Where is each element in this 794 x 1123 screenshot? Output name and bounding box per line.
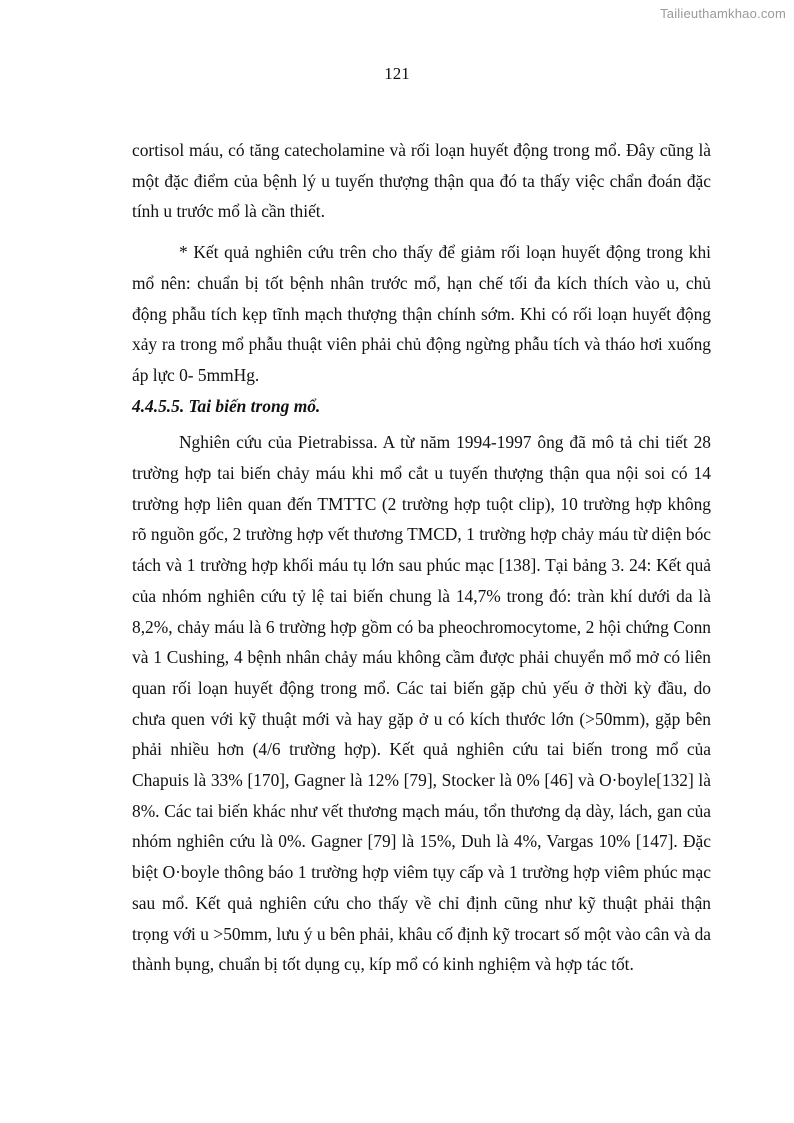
section-heading: 4.4.5.5. Tai biến trong mổ.: [132, 395, 321, 416]
paragraph-recommendation: * Kết quả nghiên cứu trên cho thấy để giảm rối loạn huyết động trong khi mổ nên: chuẩn bị tốt bệnh nhân trước mổ, hạn chế tối đa kích thích vào u, chủ động phẫu tích kẹp tĩnh mạch thượng thận chính sớm. Khi có rối loạn huyết động xảy ra trong mổ phẫu thuật viên phải chủ động ngừng phẫu tích và tháo hơi xuống áp lực 0- 5mmHg.: [132, 242, 711, 385]
watermark-text: Tailieuthamkhao.com: [660, 6, 786, 21]
paragraph-complications: Nghiên cứu của Pietrabissa. A từ năm 1994-1997 ông đã mô tả chi tiết 28 trường hợp tai biến chảy máu khi mổ cắt u tuyến thượng thận qua nội soi có 14 trường hợp liên quan đến TMTTC (2 trường hợp tuột clip), 10 trường hợp không rõ nguồn gốc, 2 trường hợp vết thương TMCD, 1 trường hợp chảy máu từ diện bóc tách và 1 trường hợp khối máu tụ lớn sau phúc mạc [138]. Tại bảng 3. 24: Kết quả của nhóm nghiên cứu tỷ lệ tai biến chung là 14,7% trong đó: tràn khí dưới da là 8,2%, chảy máu là 6 trường hợp gồm có ba pheochromocytome, 2 hội chứng Conn và 1 Cushing, 4 bệnh nhân chảy máu không cầm được phải chuyển mổ mở có liên quan rối loạn huyết động trong mổ. Các tai biến gặp chủ yếu ở thời kỳ đầu, do chưa quen với kỹ thuật mới và hay gặp ở u có kích thước lớn (>50mm), gặp bên phải nhiều hơn (4/6 trường hợp). Kết quả nghiên cứu tai biến trong mổ của Chapuis là 33% [170], Gagner là 12% [79], Stocker là 0% [46] và O·boyle[132] là 8%. Các tai biến khác như vết thương mạch máu, tổn thương dạ dày, lách, gan của nhóm nghiên cứu là 0%. Gagner [79] là 15%, Duh là 4%, Vargas 10% [147]. Đặc biệt O·boyle thông báo 1 trường hợp viêm tụy cấp và 1 trường hợp viêm phúc mạc sau mổ. Kết quả nghiên cứu cho thấy về chỉ định cũng như kỹ thuật phải thận trọng với u >50mm, lưu ý u bên phải, khâu cố định kỹ trocart số một vào cân và da thành bụng, chuẩn bị tốt dụng cụ, kíp mổ có kinh nghiệm và hợp tác tốt.: [132, 432, 711, 975]
paragraph-continuation: cortisol máu, có tăng catecholamine và rối loạn huyết động trong mổ. Đây cũng là một đặc điểm của bệnh lý u tuyến thượng thận qua đó ta thấy việc chẩn đoán đặc tính u trước mổ là cần thiết.: [132, 140, 711, 222]
page-number: 121: [384, 64, 410, 83]
document-body: [132, 135, 711, 980]
